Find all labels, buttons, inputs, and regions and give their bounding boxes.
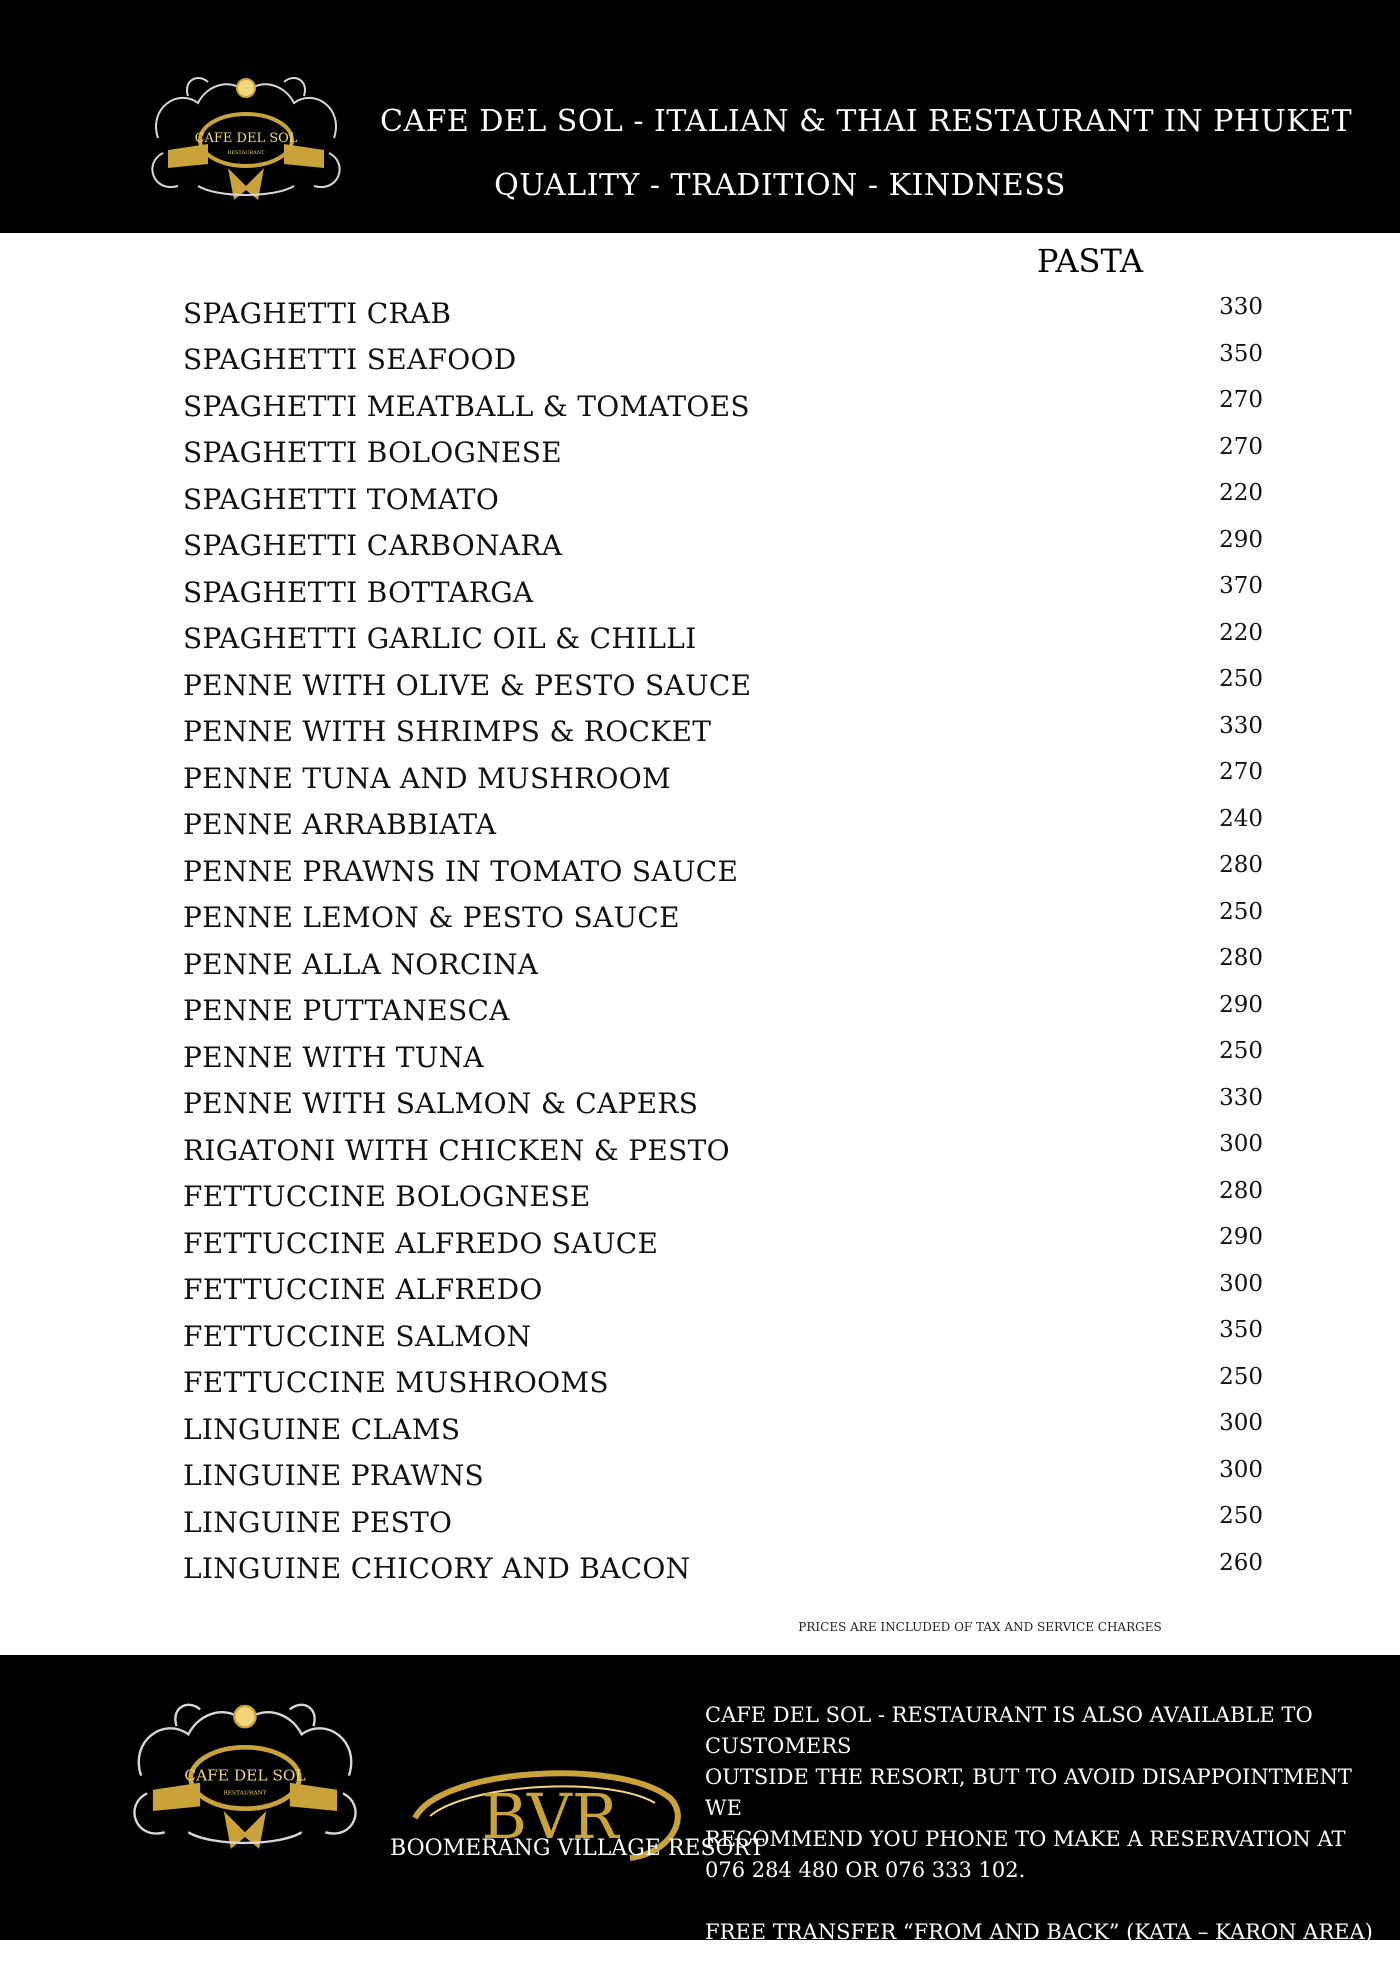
menu-item-name: SPAGHETTI CARBONARA — [183, 529, 563, 563]
logo-text: CAFE DEL SOL — [184, 1766, 306, 1785]
menu-item-name: FETTUCCINE BOLOGNESE — [183, 1180, 591, 1214]
menu-item-name: SPAGHETTI BOLOGNESE — [183, 436, 562, 470]
menu-item — [183, 1267, 1263, 1314]
section-title: PASTA — [1036, 242, 1144, 280]
menu-item-price: 250 — [1219, 1363, 1263, 1390]
menu-item — [183, 616, 1263, 663]
menu-item — [183, 662, 1263, 709]
menu-item-name: PENNE PUTTANESCA — [183, 994, 510, 1028]
tax-note: PRICES ARE INCLUDED OF TAX AND SERVICE CHARGES — [798, 1620, 1162, 1634]
menu-item — [183, 383, 1263, 430]
menu-item-price: 300 — [1219, 1131, 1263, 1158]
menu-item-price: 260 — [1219, 1549, 1263, 1576]
menu-item-price: 330 — [1219, 712, 1263, 739]
menu-item — [183, 1313, 1263, 1360]
menu-item-name: SPAGHETTI CRAB — [183, 296, 452, 330]
menu-list — [183, 290, 1263, 1592]
menu-item-name: SPAGHETTI SEAFOOD — [183, 343, 517, 377]
menu-item-price: 350 — [1219, 340, 1263, 367]
menu-item-price: 290 — [1219, 1224, 1263, 1251]
menu-item — [183, 1546, 1263, 1593]
menu-item — [183, 1127, 1263, 1174]
info-line: CAFE DEL SOL - RESTAURANT IS ALSO AVAILABLE TO CUSTOMERS — [705, 1703, 1313, 1758]
menu-item-price: 270 — [1219, 387, 1263, 414]
menu-item — [183, 709, 1263, 756]
menu-item-price: 270 — [1219, 759, 1263, 786]
menu-item-name: PENNE WITH SALMON & CAPERS — [183, 1087, 699, 1121]
reservation-info — [705, 1700, 1395, 1948]
menu-item-name: SPAGHETTI MEATBALL & TOMATOES — [183, 389, 750, 423]
menu-item-price: 300 — [1219, 1270, 1263, 1297]
menu-item-name: SPAGHETTI BOTTARGA — [183, 575, 534, 609]
menu-item — [183, 1406, 1263, 1453]
menu-item-name: SPAGHETTI GARLIC OIL & CHILLI — [183, 622, 697, 656]
menu-item-price: 330 — [1219, 294, 1263, 321]
menu-item-price: 250 — [1219, 1038, 1263, 1065]
menu-item — [183, 802, 1263, 849]
menu-item — [183, 290, 1263, 337]
restaurant-title: CAFE DEL SOL - ITALIAN & THAI RESTAURANT IN PHUKET — [380, 104, 1353, 139]
cafe-del-sol-crest-icon — [105, 1693, 385, 1863]
menu-item-name: PENNE LEMON & PESTO SAUCE — [183, 901, 680, 935]
menu-item — [183, 1360, 1263, 1407]
menu-item-price: 280 — [1219, 945, 1263, 972]
restaurant-tagline: QUALITY - TRADITION - KINDNESS — [494, 168, 1066, 203]
bvr-mark: BVR — [481, 1780, 619, 1853]
menu-item — [183, 1174, 1263, 1221]
menu-item-price: 300 — [1219, 1410, 1263, 1437]
menu-item — [183, 988, 1263, 1035]
menu-item-price: 270 — [1219, 433, 1263, 460]
menu-item — [183, 1081, 1263, 1128]
menu-item-name: SPAGHETTI TOMATO — [183, 482, 500, 516]
logo-text: CAFE DEL SOL — [194, 131, 298, 146]
menu-item — [183, 476, 1263, 523]
menu-item-price: 250 — [1219, 898, 1263, 925]
menu-item-price: 220 — [1219, 480, 1263, 507]
menu-item-price: 370 — [1219, 573, 1263, 600]
logo-subtext: RESTAURANT — [227, 150, 265, 156]
menu-item-price: 250 — [1219, 666, 1263, 693]
transfer-note: FREE TRANSFER “FROM AND BACK” (KATA – KARON AREA) — [705, 1920, 1373, 1944]
menu-item — [183, 1220, 1263, 1267]
cafe-del-sol-crest-icon — [138, 68, 354, 212]
menu-item-name: PENNE WITH OLIVE & PESTO SAUCE — [183, 668, 752, 702]
menu-item-name: LINGUINE CLAMS — [183, 1412, 461, 1446]
menu-item — [183, 1499, 1263, 1546]
menu-item-price: 350 — [1219, 1317, 1263, 1344]
menu-item-name: LINGUINE PESTO — [183, 1505, 453, 1539]
info-line: OUTSIDE THE RESORT, BUT TO AVOID DISAPPOINTMENT WE — [705, 1765, 1352, 1820]
menu-item-name: FETTUCCINE MUSHROOMS — [183, 1366, 609, 1400]
menu-item — [183, 755, 1263, 802]
menu-item — [183, 430, 1263, 477]
menu-item-name: PENNE ALLA NORCINA — [183, 947, 539, 981]
menu-item — [183, 569, 1263, 616]
menu-item — [183, 1453, 1263, 1500]
menu-item-name: LINGUINE CHICORY AND BACON — [183, 1552, 691, 1586]
menu-item-price: 300 — [1219, 1456, 1263, 1483]
menu-item-price: 290 — [1219, 526, 1263, 553]
menu-item — [183, 1034, 1263, 1081]
menu-item-name: PENNE WITH SHRIMPS & ROCKET — [183, 715, 712, 749]
resort-name: BOOMERANG VILLAGE RESORT — [390, 1836, 765, 1861]
phone-numbers: 076 284 480 OR 076 333 102. — [705, 1858, 1026, 1882]
menu-item-price: 250 — [1219, 1503, 1263, 1530]
menu-item-name: PENNE PRAWNS IN TOMATO SAUCE — [183, 854, 739, 888]
info-line: RECOMMEND YOU PHONE TO MAKE A RESERVATION AT — [705, 1827, 1346, 1851]
menu-item — [183, 523, 1263, 570]
menu-item-price: 220 — [1219, 619, 1263, 646]
menu-item — [183, 941, 1263, 988]
menu-item-name: LINGUINE PRAWNS — [183, 1459, 484, 1493]
menu-item-name: PENNE ARRABBIATA — [183, 808, 497, 842]
menu-item-price: 240 — [1219, 805, 1263, 832]
menu-item — [183, 848, 1263, 895]
menu-item — [183, 337, 1263, 384]
menu-item-price: 280 — [1219, 852, 1263, 879]
menu-item-name: FETTUCCINE ALFREDO — [183, 1273, 543, 1307]
menu-item-name: FETTUCCINE SALMON — [183, 1319, 532, 1353]
menu-item-name: PENNE WITH TUNA — [183, 1040, 484, 1074]
menu-item-price: 330 — [1219, 1084, 1263, 1111]
menu-item — [183, 895, 1263, 942]
menu-item-name: PENNE TUNA AND MUSHROOM — [183, 761, 672, 795]
menu-item-price: 280 — [1219, 1177, 1263, 1204]
logo-subtext: RESTAURANT — [223, 1790, 267, 1797]
menu-item-name: FETTUCCINE ALFREDO SAUCE — [183, 1226, 659, 1260]
menu-item-name: RIGATONI WITH CHICKEN & PESTO — [183, 1133, 730, 1167]
menu-item-price: 290 — [1219, 991, 1263, 1018]
